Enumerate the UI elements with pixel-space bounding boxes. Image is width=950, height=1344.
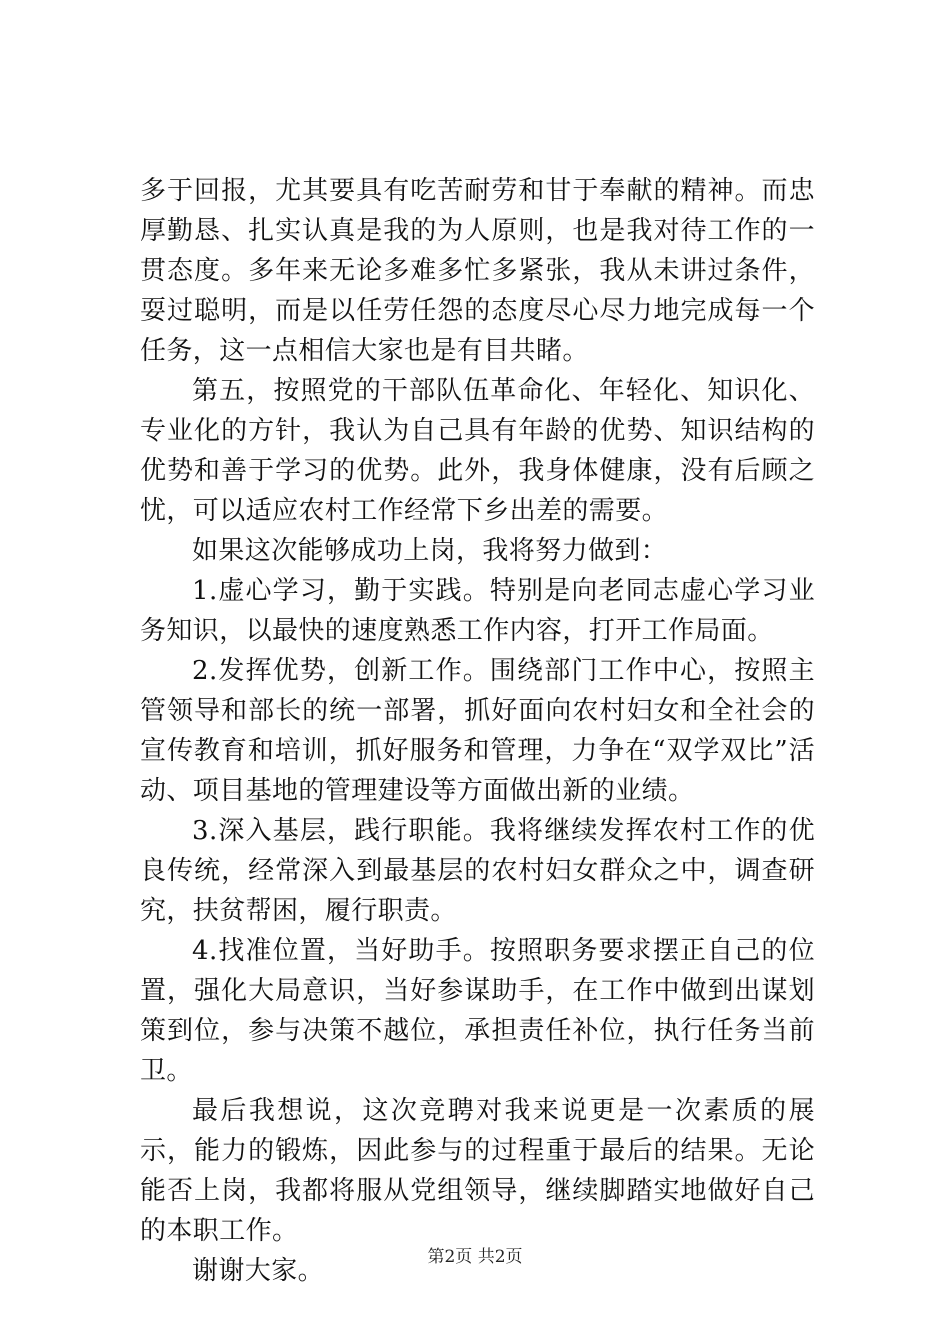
page-footer: 第2页 共2页 [427,1247,523,1267]
paragraph: 如果这次能够成功上岗，我将努力做到： [192,536,668,566]
paragraph: 谢谢大家。 [192,1256,325,1286]
paragraph: 4.找准位置，当好助手。按照职务要求摆正自己的位置，强化大局意识，当好参谋助手，在工作中做到出谋划策到位，参与决策不越位，承担责任补位，执行任务当前卫。 [140,936,815,1086]
paragraph: 2.发挥优势，创新工作。围绕部门工作中心，按照主管领导和部长的统一部署，抓好面向农村妇女和全社会的宣传教育和培训，抓好服务和管理，力争在“双学双比”活动、项目基地的管理建设等方面做出新的业绩。 [140,656,815,806]
paragraph: 3.深入基层，践行职能。我将继续发挥农村工作的优良传统，经常深入到最基层的农村妇女群众之中，调查研究，扶贫帮困，履行职责。 [140,816,815,926]
paragraph: 最后我想说，这次竞聘对我来说更是一次素质的展示，能力的锻炼，因此参与的过程重于最后的结果。无论能否上岗，我都将服从党组领导，继续脚踏实地做好自己的本职工作。 [140,1096,815,1246]
document-body [140,171,815,1291]
paragraph: 第五，按照党的干部队伍革命化、年轻化、知识化、专业化的方针，我认为自己具有年龄的优势、知识结构的优势和善于学习的优势。此外，我身体健康，没有后顾之忧，可以适应农村工作经常下乡出差的需要。 [140,376,815,526]
paragraph: 多于回报，尤其要具有吃苦耐劳和甘于奉献的精神。而忠厚勤恳、扎实认真是我的为人原则，也是我对待工作的一贯态度。多年来无论多难多忙多紧张，我从未讲过条件，耍过聪明，而是以任劳任怨的态度尽心尽力地完成每一个任务，这一点相信大家也是有目共睹。 [140,176,815,366]
paragraph: 1.虚心学习，勤于实践。特别是向老同志虚心学习业务知识，以最快的速度熟悉工作内容，打开工作局面。 [140,576,815,646]
